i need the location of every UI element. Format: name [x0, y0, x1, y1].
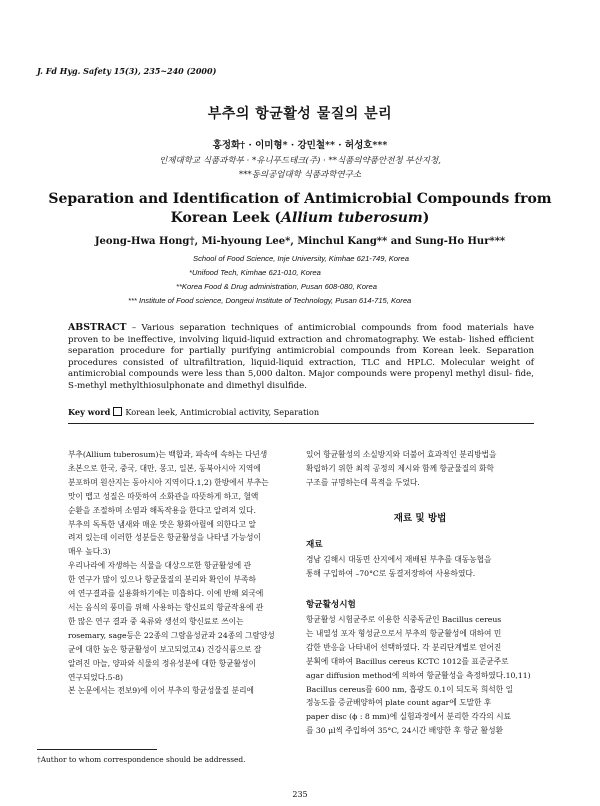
body-line: 맛이 맵고 성질은 따뜻하여 소화관을 따뜻하게 하고, 혈액 [68, 491, 259, 501]
abstract-text: – Various separation techniques of antimicrobial compounds from food materials [126, 323, 508, 333]
body-line: 본 논문에서는 전보9)에 이어 부추의 항균성물질 분리에 [68, 686, 254, 696]
subheading-materials: 재료 [306, 540, 323, 550]
body-line: 경남 김해시 대동면 산지에서 재배된 부추를 대동농협을 [306, 555, 492, 564]
body-line: 서는 음식의 풍미를 위해 사용하는 향신료의 항균작용에 관 [68, 602, 264, 612]
footnote-divider [37, 749, 157, 750]
abstract-label: ABSTRACT [68, 322, 127, 333]
abstract-text: lished efficient separation procedure for partially purifying antimicrobial compounds from Korean [68, 334, 534, 357]
right-column-intro [306, 448, 534, 490]
journal-citation: J. Fd Hyg. Safety 15(3), 235~240 (2000) [37, 66, 217, 76]
checkbox-square-icon [113, 407, 122, 416]
body-line: 구조를 규명하는데 목적을 두었다. [306, 477, 420, 487]
body-line: 여 연구결과를 실용화하기에는 미흡하다. 이에 반해 외국에 [68, 589, 264, 599]
body-line: 분획에 대하여 Bacillus cereus KCTC 1012를 표준균주로 [306, 656, 509, 666]
korean-title: 부추의 항균활성 물질의 분리 [207, 106, 393, 122]
keyword-text: Korean leek, Antimicrobial activity, Separation [125, 407, 320, 417]
abstract-divider [68, 423, 534, 424]
body-line: 려져 있는데 이러한 성분들은 항균활성을 나타낼 가능성이 [68, 533, 261, 543]
body-line: 확립하기 위한 최적 공정의 제시와 함께 항균물질의 화학 [306, 463, 494, 473]
body-line: 분포하며 원산지는 동아시아 지역이다.1,2) 한방에서 부추는 [68, 477, 269, 487]
antimicrobial-test-paragraph [306, 613, 534, 738]
keyword-label: Key word [68, 407, 111, 417]
materials-paragraph [306, 553, 534, 581]
body-line: 정농도를 증균배양하여 plate count agar에 도말한 후 [306, 698, 492, 708]
keywords [68, 407, 534, 417]
body-line: 연구되었다.5-8) [68, 672, 123, 682]
english-affiliation-line: **Korea Food & Drug administration, Pusan 608-080, Korea [176, 282, 377, 291]
korean-authors: 홍정화† · 이미형* · 강민철** · 허성호*** [212, 140, 388, 151]
body-line: 부추(Allium tuberosum)는 백합과, 파속에 속하는 다년생 [68, 450, 268, 459]
body-line: 있어 항균활성의 소실방지와 더불어 효과적인 분리방법을 [306, 450, 497, 459]
section-heading-materials-methods: 재료 및 방법 [393, 513, 447, 524]
footnote: †Author to whom correspondence should be addressed. [37, 755, 246, 764]
body-line: 알려진 마늘, 양파와 식물의 정유성분에 대한 항균활성이 [68, 658, 256, 668]
species-name: Allium tuberosum [281, 210, 423, 226]
body-line: 매우 높다.3) [68, 547, 111, 557]
body-line: 초본으로 한국, 중국, 대만, 몽고, 일본, 동북아시아 지역에 [68, 463, 261, 473]
abstract-text: fide, S-methyl methylthiosulphonate and dimethyl disulfide. [68, 369, 534, 391]
body-line: 감한 반응을 나타내어 선택하였다. 각 분리단계별로 얻어진 [306, 642, 502, 652]
korean-affiliation-line: ***동의공업대학 식품과학연구소 [238, 170, 362, 180]
abstract [68, 322, 534, 393]
english-affiliation-line: *Unifood Tech, Kimhae 621-010, Korea [189, 268, 321, 277]
page-number: 235 [292, 790, 308, 799]
body-line: 순환을 조절하며 소염과 해독작용을 한다고 알려져 있다. [68, 505, 256, 515]
left-column [68, 448, 287, 698]
body-line: agar diffusion method에 의하여 항균활성을 측정하였다.10,11) [306, 670, 531, 680]
body-line: 부추의 독특한 냄새와 매운 맛은 황화아릴에 의한다고 알 [68, 519, 256, 529]
english-title-open: Korean Leek ( [170, 210, 282, 226]
body-line: 한 연구가 많이 있으나 항균물질의 분리와 확인이 부족하 [68, 575, 256, 585]
english-title-line [0, 209, 600, 228]
body-line: 를 30 μl씩 주입하여 35°C, 24시간 배양한 후 항균 활성환 [306, 726, 503, 736]
body-line: Bacillus cereus를 600 nm, 흡광도 0.1이 되도록 희석한 일 [306, 684, 514, 694]
body-line: 는 내열성 포자 형성균으로서 부추의 항균활성에 대하여 민 [306, 628, 502, 638]
english-authors: Jeong-Hwa Hong†, Mi-hyoung Lee*, Minchul Kang** and Sung-Ho Hur*** [94, 236, 506, 247]
abstract-text: weight of antimicrobial compounds were less than 5,000 dalton. Major compounds were propenyl methyl disul- [68, 357, 534, 380]
english-title-close: ) [422, 210, 430, 226]
body-line: rosemary, sage등은 22종의 그람음성균과 24종의 그람양성 [68, 630, 275, 640]
body-line: 우리나라에 자생하는 식물을 대상으로한 항균활성에 관 [68, 561, 252, 571]
body-line: 한 많은 연구 결과 중 육류와 생선의 향신료로 쓰이는 [68, 616, 244, 626]
abstract-text: have proven to be ineffective, involving liquid-liquid extraction and chromatography. We estab- [68, 323, 534, 345]
korean-affiliation-line: 인제대학교 식품과학부 · *유니푸드테크(주) · **식품의약품안전청 부산지청, [159, 156, 441, 166]
body-line: 통해 구입하여 –70°C로 동결저장하여 사용하였다. [306, 568, 476, 578]
english-title-line: Separation and Identification of Antimicrobial Compounds from [48, 191, 552, 207]
body-line: 균에 대한 높은 항균활성이 보고되었고4) 건강식품으로 잘 [68, 644, 262, 654]
abstract-text: leek. Separation procedures consisted of ultrafiltration, liquid-liquid extraction, TLC and HPLC. Molecular [68, 346, 534, 368]
subheading-antimicrobial-test: 항균활성시험 [306, 600, 356, 610]
body-line: 항균활성 시험균주로 이용한 식중독균인 Bacillus cereus [306, 615, 502, 624]
body-line: paper disc (ϕ : 8 mm)에 실험과정에서 분리한 각각의 시료 [306, 712, 511, 722]
english-affiliation-line: *** Institute of Food science, Dongeui Institute of Technology, Pusan 614-715, Korea [128, 296, 412, 305]
english-affiliation-line: School of Food Science, Inje University, Kimhae 621-749, Korea [193, 254, 409, 263]
